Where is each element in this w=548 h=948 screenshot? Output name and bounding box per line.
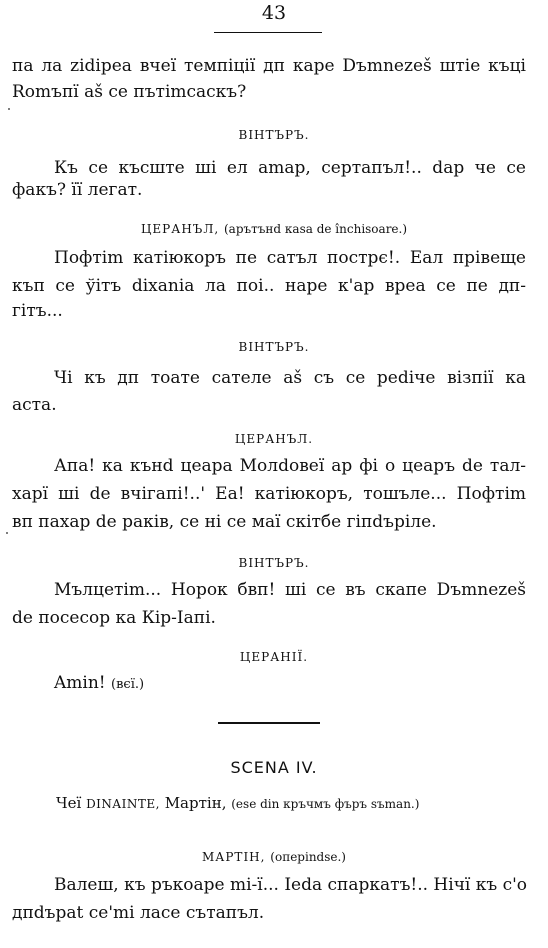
speaker-label xyxy=(0,850,548,864)
text-line: дпdъраt се'mi ласе сътапъл. xyxy=(12,903,265,923)
speaker-label: ВІНТЪРЪ. xyxy=(238,556,310,570)
stage-direction: (вєї.) xyxy=(111,677,145,692)
cast-martin: Мартін, xyxy=(164,794,227,812)
text-line: вп пахар de раків, се ні се маї скітбе гіпdъріле. xyxy=(12,512,437,532)
text-line xyxy=(54,673,526,695)
section-rule xyxy=(218,722,320,724)
stage-direction: (арътънd каѕа de închisoare.) xyxy=(224,222,408,236)
cast-first: Чеї xyxy=(56,794,82,812)
speaker-label: ЦЕРАНЪЛ. xyxy=(234,432,314,446)
cast-dinainte: DINAINTE, xyxy=(86,797,160,811)
speaker-name: МАРТІН, xyxy=(201,850,266,864)
text-line: аста. xyxy=(12,395,57,415)
text-line: Къ се късште ші ел amap, сертапъл!.. dap че се xyxy=(54,158,526,178)
text-line: Чі къ дп тоате сателе aš съ се pediче візпії ка xyxy=(54,368,526,388)
text-line: de посесор ка Кір-Іапі. xyxy=(12,608,216,628)
speaker-label: ЦЕРАНІЇ. xyxy=(239,650,309,664)
stage-direction: (ese din кръчмъ фъръ ѕъman.) xyxy=(231,797,420,811)
stage-direction: (оперіndse.) xyxy=(270,850,346,864)
text-line: факъ? її легат. xyxy=(12,180,143,200)
speaker-label: ВІНТЪРЪ. xyxy=(238,340,310,354)
text-line: Валеш, къ ръкоаре mi-ї... Іеdа спаркатъ!.. Нічї къ с'о xyxy=(54,875,528,895)
amin-text: Amin! xyxy=(54,673,106,693)
speaker-label xyxy=(0,222,548,236)
scene-title: SCENA IV. xyxy=(230,758,318,777)
speaker-name: ЦЕРАНЪЛ, xyxy=(140,222,220,236)
text-line: Romъпї aš се пътimсаскъ? xyxy=(12,82,247,102)
page-number: 43 xyxy=(261,2,287,24)
margin-speck xyxy=(6,532,8,534)
header-rule xyxy=(214,32,322,33)
text-line: гітъ... xyxy=(12,301,63,321)
text-line: харї ші de вчігапі!..' Еа! катіюкоръ, тошъле... Пофтіm xyxy=(12,484,526,504)
text-line: Апа! ка кънd цеара Молdoвеї ар фі о цеаръ de тал- xyxy=(54,456,526,476)
text-line: Мълцетіm... Норок бвп! ші се въ скапе Dъmnezeš xyxy=(54,580,526,600)
speaker-label: ВІНТЪРЪ. xyxy=(238,128,310,142)
text-line: къп се ўітъ dixania ла поі.. наре к'ар вреа се пе дп- xyxy=(12,276,526,296)
text-line: па ла zidipea вчеї темпіції дп каре Dъmnezeš штіе къці xyxy=(12,56,526,76)
cast-line xyxy=(56,794,419,812)
text-line: Пофтіm катіюкоръ пе сатъл пострє!. Eал прівеще xyxy=(54,248,526,268)
margin-speck xyxy=(8,108,10,110)
